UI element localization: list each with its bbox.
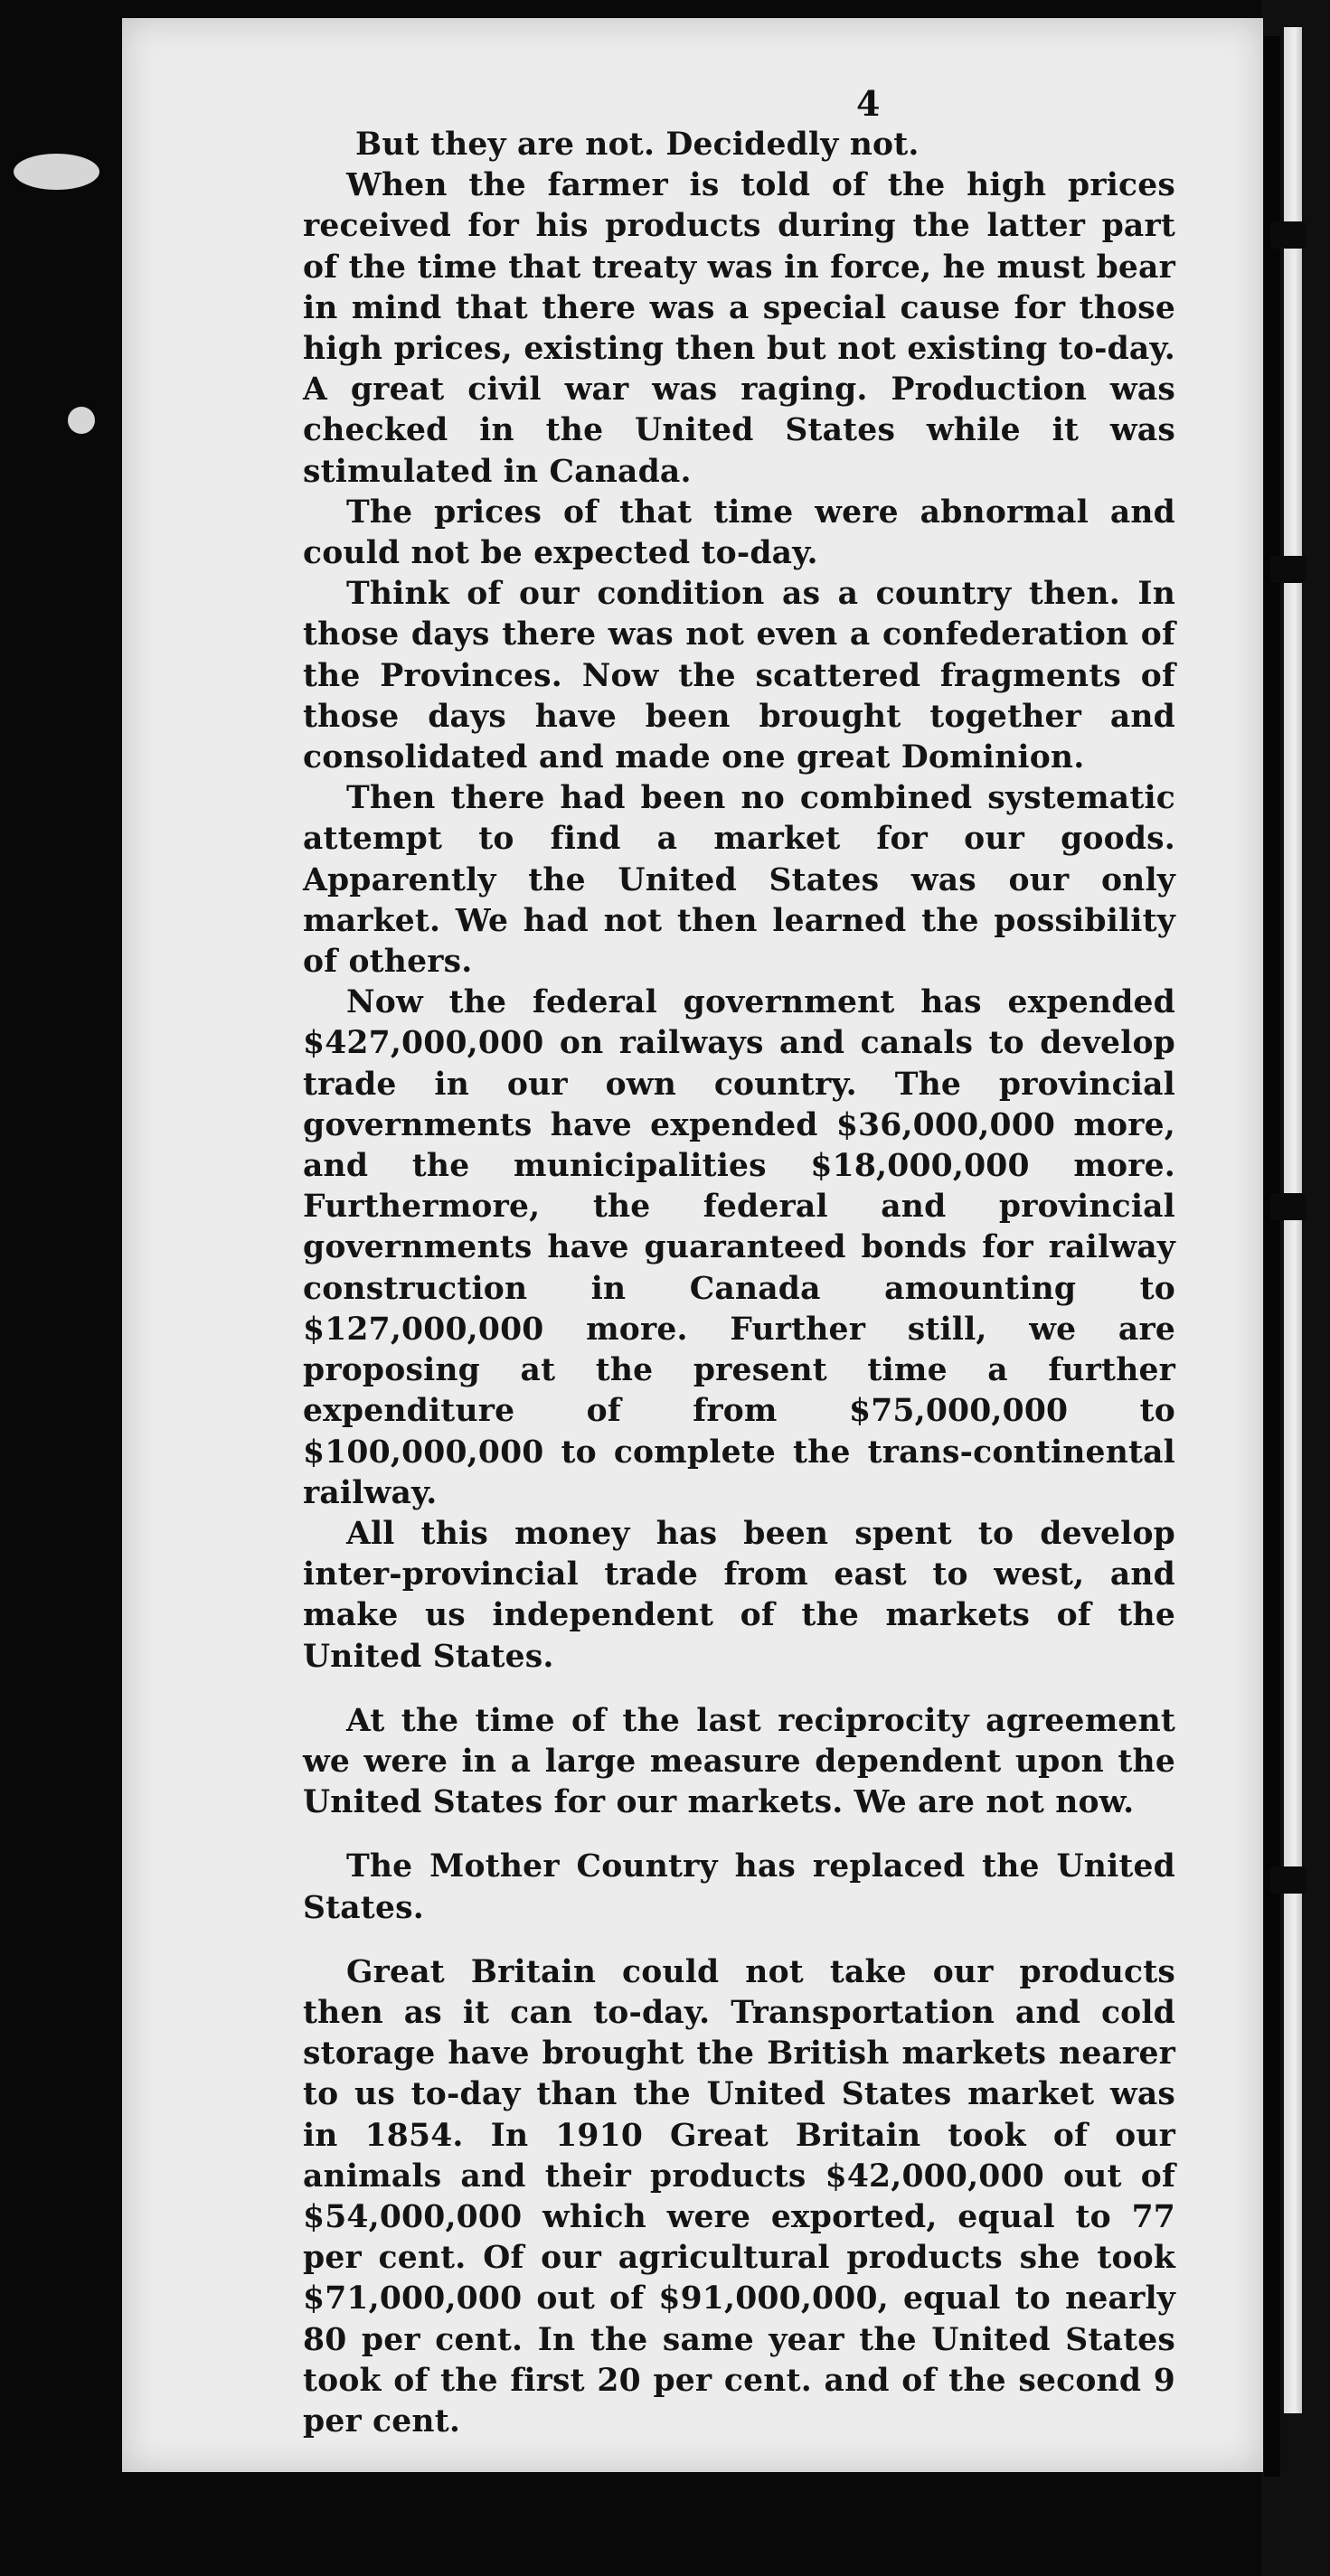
binding-mark [1270, 556, 1306, 583]
paragraph: Think of our condition as a country then. In those days there was not even a confederation of the Provinces. Now the scattered fragments of those days have been brought together and consolidated and made one great Dominion. [303, 576, 1175, 776]
paper-fragment [68, 407, 95, 434]
binding-mark [1270, 1866, 1306, 1894]
paragraph: At the time of the last reciprocity agreement we were in a large measure dependent upon the United States for our markets. We are not now. [303, 1702, 1175, 1821]
paragraph: The prices of that time were abnormal and could not be expected to-day. [303, 494, 1175, 572]
paragraph: The Mother Country has replaced the United States. [303, 1848, 1175, 1926]
document-body [303, 125, 1175, 2442]
paragraph: But they are not. Decidedly not. [355, 127, 920, 163]
paragraph: When the farmer is told of the high prices received for his products during the latter part of the time that treaty was in force, he must bear in mind that there was a special cause for those high prices, existing then but not existing to-day. A great civil war was raging. Production was checked in the United States while it was stimulated in Canada. [303, 167, 1175, 490]
paragraph: Now the federal government has expended $427,000,000 on railways and canals to develop trade in our own country. The provincial governments have expended $36,000,000 more, and the municipalities $18,000,000 more. Furthermore, the federal and provincial governments have guaranteed bonds for railway construction in Canada amounting to $127,000,000 more. Further still, we are proposing at the present time a further expenditure of from $75,000,000 to $100,000,000 to complete the trans-continental railway. [303, 984, 1175, 1511]
paragraph: All this money has been spent to develop inter-provincial trade from east to west, and make us independent of the markets of the United States. [303, 1515, 1175, 1675]
page-number: 4 [856, 83, 881, 124]
binding-spine [1264, 36, 1280, 2477]
adjacent-page-edge [1284, 27, 1302, 2413]
binding-mark [1270, 1193, 1306, 1220]
binding-mark [1270, 221, 1306, 249]
paper-fragment [14, 154, 99, 190]
paragraph: Great Britain could not take our products then as it can to-day. Transportation and cold storage have brought the British markets nearer to us to-day than the United States market was in 1854. In 1910 Great Britain took of our animals and their products $42,000,000 out of $54,000,000 which were exported, equal to 77 per cent. Of our agricultural products she took $71,000,000 out of $91,000,000, equal to nearly 80 per cent. In the same year the United States took of the first 20 per cent. and of the second 9 per cent. [303, 1953, 1175, 2440]
paragraph: Then there had been no combined systematic attempt to find a market for our goods. Apparently the United States was our only market. We had not then learned the possibility of others. [303, 780, 1175, 981]
